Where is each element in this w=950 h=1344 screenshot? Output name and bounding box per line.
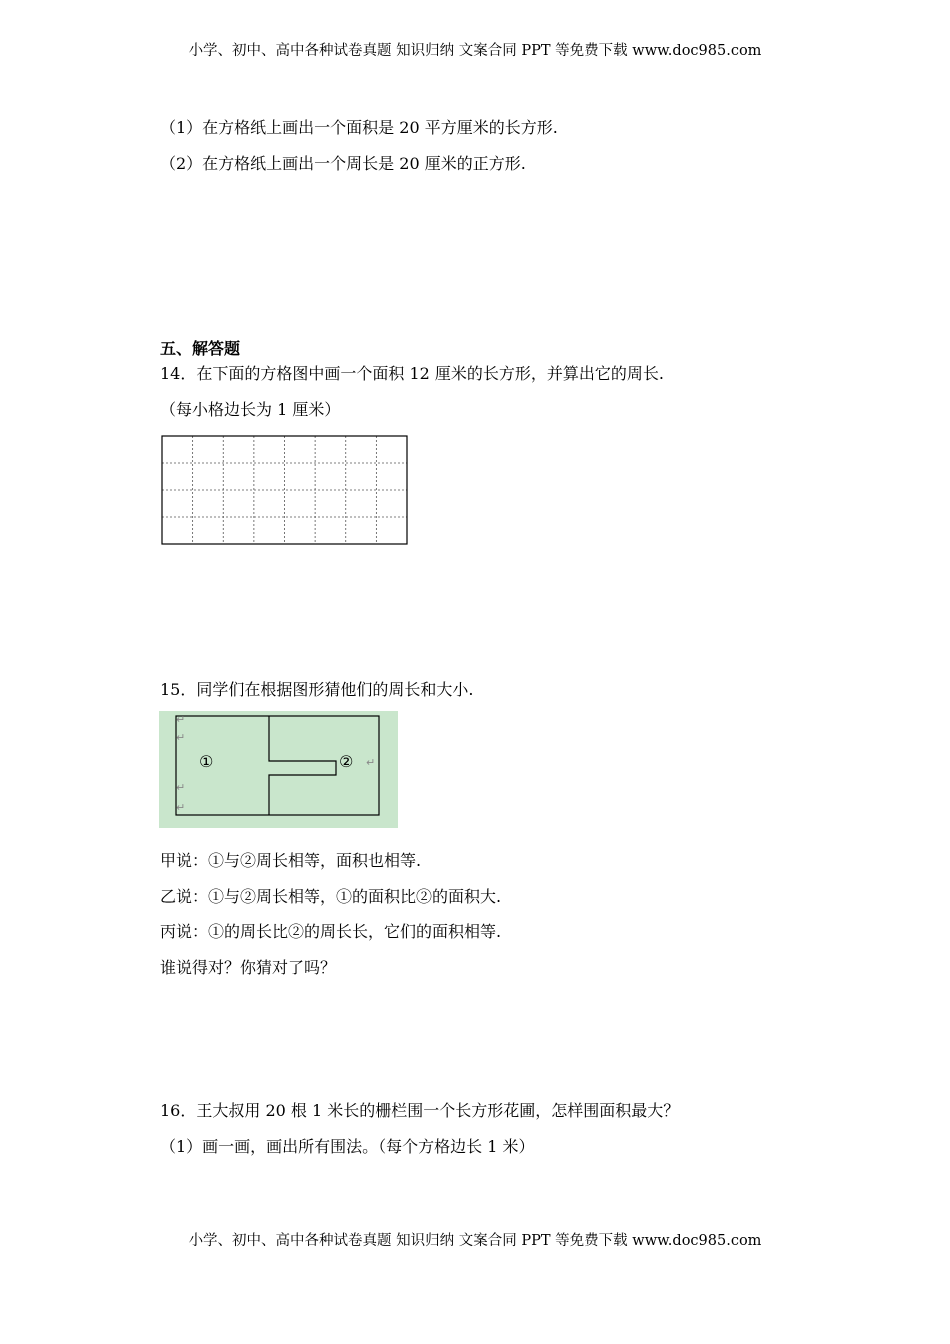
q13-part2: （2）在方格纸上画出一个周长是 20 厘米的正方形. xyxy=(160,154,526,173)
q16-part1: （1）画一画，画出所有围法。（每个方格边长 1 米） xyxy=(160,1137,535,1156)
section-title: 五、解答题 xyxy=(160,339,241,358)
q15-ask: 谁说得对？你猜对了吗？ xyxy=(160,958,337,977)
figure-background xyxy=(159,711,398,828)
q15-yi: 乙说：①与②周长相等，①的面积比②的面积大. xyxy=(160,887,502,906)
svg-text:↵: ↵ xyxy=(176,713,186,726)
svg-text:↵: ↵ xyxy=(366,756,376,769)
q15-bing: 丙说：①的周长比②的周长长，它们的面积相等. xyxy=(160,922,502,941)
svg-text:↵: ↵ xyxy=(176,801,186,814)
page-footer: 小学、初中、高中各种试卷真题 知识归纳 文案合同 PPT 等免费下载 www.doc985.com xyxy=(188,1233,762,1249)
svg-text:↵: ↵ xyxy=(176,781,186,794)
q15-jia: 甲说：①与②周长相等，面积也相等. xyxy=(160,851,422,870)
page-header: 小学、初中、高中各种试卷真题 知识归纳 文案合同 PPT 等免费下载 www.doc985.com xyxy=(188,43,762,59)
q13-part1: （1）在方格纸上画出一个面积是 20 平方厘米的长方形. xyxy=(160,118,558,137)
q14-note: （每小格边长为 1 厘米） xyxy=(160,400,341,419)
q14-text: 14．在下面的方格图中画一个面积 12 厘米的长方形，并算出它的周长. xyxy=(160,364,664,383)
q15-text: 15．同学们在根据图形猜他们的周长和大小. xyxy=(160,680,474,699)
svg-text:↵: ↵ xyxy=(176,731,186,744)
q14-grid xyxy=(160,434,410,548)
region-1-label: ① xyxy=(199,752,214,771)
region-2-label: ② xyxy=(339,752,354,771)
q16-text: 16．王大叔用 20 根 1 米长的栅栏围一个长方形花圃，怎样围面积最大？ xyxy=(160,1101,680,1120)
q15-figure xyxy=(159,711,399,829)
